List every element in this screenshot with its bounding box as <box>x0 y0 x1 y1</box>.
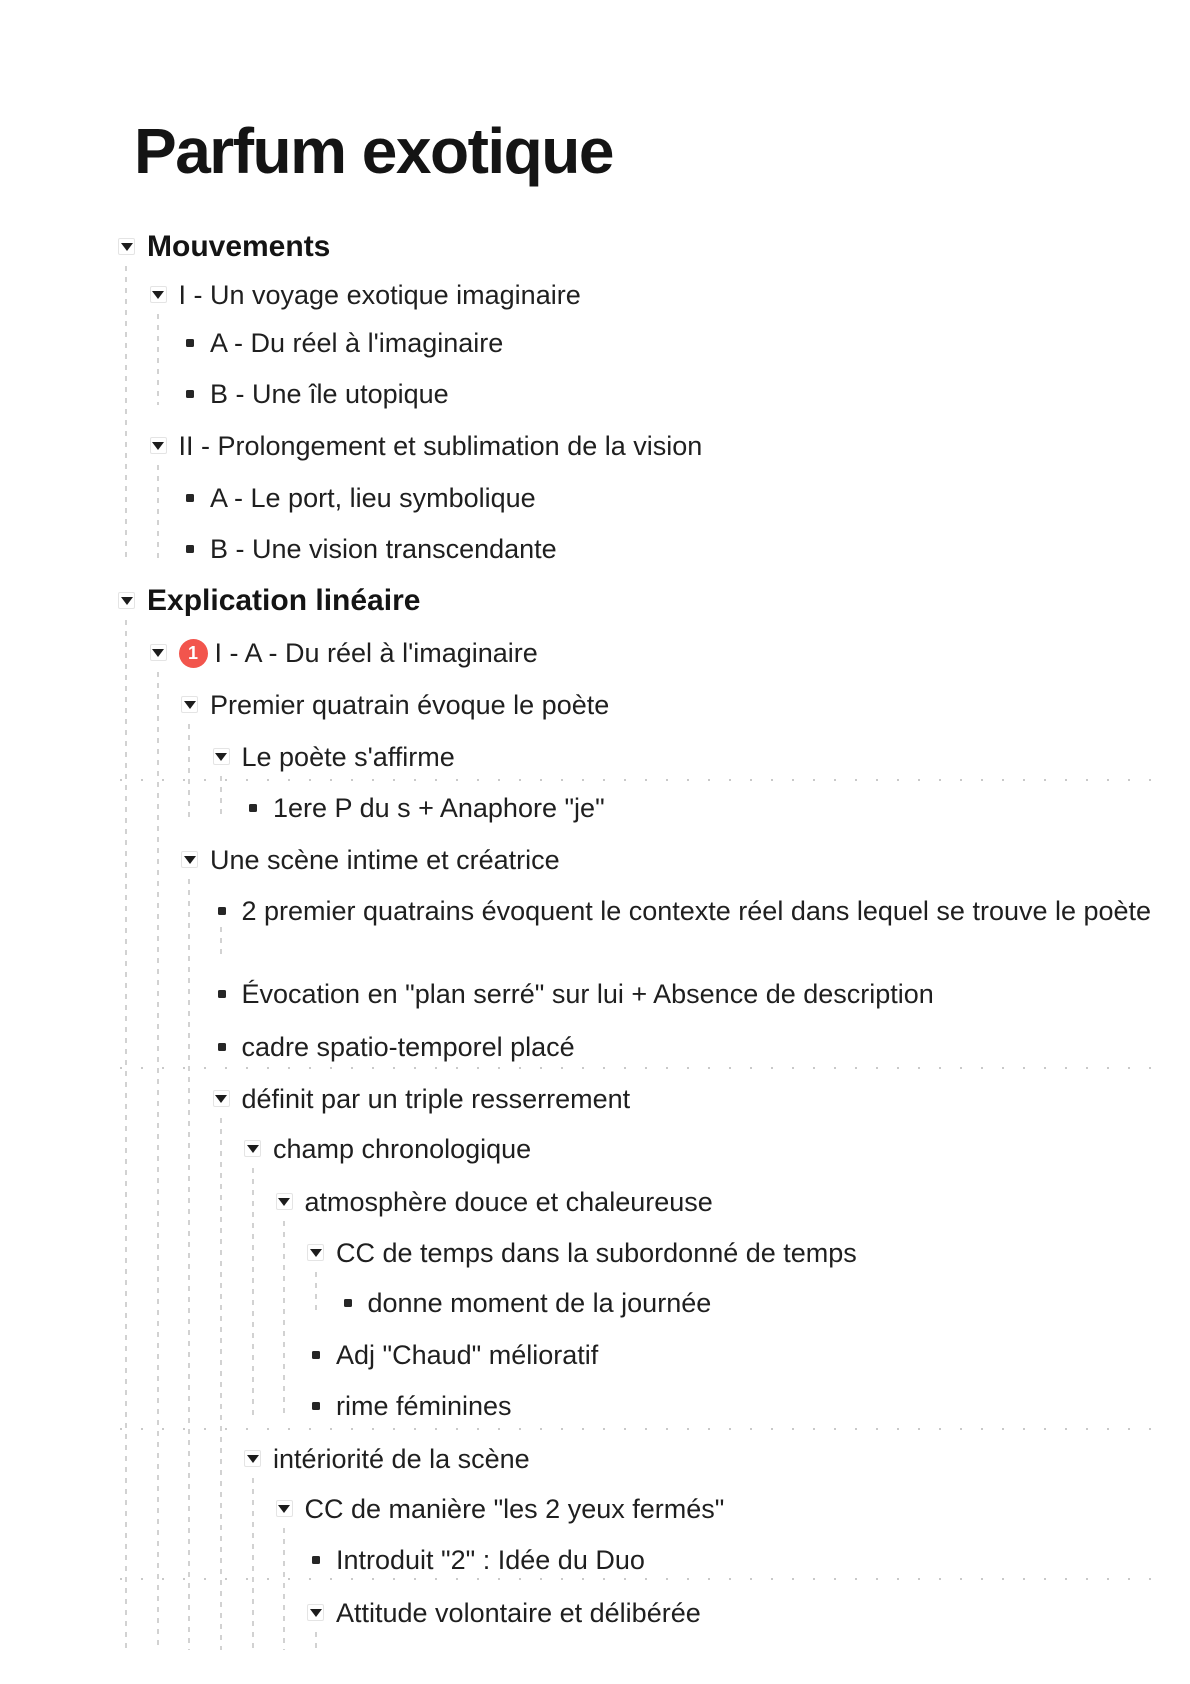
bullet-icon[interactable] <box>218 907 226 915</box>
triangle-down-icon <box>278 1505 290 1513</box>
outline-row-text[interactable]: CC de temps dans la subordonné de temps <box>336 1237 857 1268</box>
triangle-down-icon <box>184 856 196 864</box>
triangle-down-icon <box>310 1609 322 1617</box>
outline-row-text[interactable]: Explication linéaire <box>147 584 421 617</box>
collapse-toggle-icon[interactable] <box>181 696 198 713</box>
outline-row[interactable] <box>0 844 1190 877</box>
collapse-toggle-icon[interactable] <box>118 238 135 255</box>
bullet-icon[interactable] <box>186 494 194 502</box>
bullet-icon[interactable] <box>186 545 194 553</box>
collapse-toggle-icon[interactable] <box>213 1090 230 1107</box>
triangle-down-icon <box>121 597 133 605</box>
outline-row[interactable] <box>0 978 1190 1011</box>
outline-row[interactable] <box>0 378 1190 411</box>
outline-row[interactable] <box>0 1186 1190 1219</box>
outline-row[interactable] <box>0 1339 1190 1372</box>
outline-row[interactable] <box>0 1544 1190 1577</box>
outline-row-text[interactable]: Attitude volontaire et délibérée <box>336 1597 701 1628</box>
outline-row[interactable] <box>0 327 1190 360</box>
bullet-icon[interactable] <box>344 1299 352 1307</box>
triangle-down-icon <box>121 243 133 251</box>
indent-guide <box>315 1632 317 1650</box>
bullet-icon[interactable] <box>186 339 194 347</box>
outline-row-text[interactable]: A - Le port, lieu symbolique <box>210 482 536 513</box>
outline-row-text[interactable]: Premier quatrain évoque le poète <box>210 689 610 720</box>
outline-row[interactable] <box>0 1390 1190 1423</box>
outline-row[interactable] <box>0 895 1190 928</box>
collapse-toggle-icon[interactable] <box>307 1244 324 1261</box>
triangle-down-icon <box>310 1249 322 1257</box>
bullet-icon[interactable] <box>249 804 257 812</box>
outline-row[interactable] <box>0 533 1190 566</box>
outline-heading-row[interactable] <box>0 583 1190 619</box>
outline-heading-row[interactable] <box>0 229 1190 265</box>
outline-row-text[interactable]: Adj "Chaud" mélioratif <box>336 1339 599 1370</box>
outline-row[interactable] <box>0 1287 1190 1320</box>
outline-row[interactable] <box>0 1083 1190 1116</box>
outline-row[interactable] <box>0 279 1190 312</box>
bullet-icon[interactable] <box>186 390 194 398</box>
triangle-down-icon <box>247 1455 259 1463</box>
collapse-toggle-icon[interactable] <box>118 592 135 609</box>
outline-row[interactable] <box>0 1237 1190 1270</box>
triangle-down-icon <box>247 1145 259 1153</box>
outline-row-text[interactable]: cadre spatio-temporel placé <box>241 1031 575 1062</box>
outline-row[interactable] <box>0 1031 1190 1064</box>
outline-row[interactable] <box>0 1443 1190 1476</box>
outline-row-text[interactable]: I - Un voyage exotique imaginaire <box>178 279 581 310</box>
outline-row-text[interactable]: Une scène intime et créatrice <box>210 844 560 875</box>
bullet-icon[interactable] <box>312 1556 320 1564</box>
outline-row-text[interactable]: atmosphère douce et chaleureuse <box>304 1186 713 1217</box>
drop-line-separator <box>120 1428 1166 1430</box>
outline-row-text[interactable]: A - Du réel à l'imaginaire <box>210 327 504 358</box>
collapse-toggle-icon[interactable] <box>150 644 167 661</box>
number-badge[interactable]: 1 <box>179 639 208 668</box>
outline-row-text[interactable]: Le poète s'affirme <box>241 741 455 772</box>
outline-row-text[interactable]: B - Une île utopique <box>210 378 449 409</box>
outline-row-text[interactable]: CC de manière "les 2 yeux fermés" <box>304 1493 725 1524</box>
outline-row[interactable] <box>0 1493 1190 1526</box>
drop-line-separator <box>120 1067 1166 1069</box>
bullet-icon[interactable] <box>218 990 226 998</box>
collapse-toggle-icon[interactable] <box>244 1450 261 1467</box>
triangle-down-icon <box>278 1198 290 1206</box>
collapse-toggle-icon[interactable] <box>150 286 167 303</box>
outline-row-text[interactable]: 1ere P du s + Anaphore "je" <box>273 792 605 823</box>
triangle-down-icon <box>184 701 196 709</box>
outline-row[interactable] <box>0 1597 1190 1630</box>
collapse-toggle-icon[interactable] <box>150 437 167 454</box>
collapse-toggle-icon[interactable] <box>307 1604 324 1621</box>
outline-row-text[interactable]: Introduit "2" : Idée du Duo <box>336 1544 645 1575</box>
collapse-toggle-icon[interactable] <box>276 1193 293 1210</box>
outline-row-text[interactable]: Évocation en "plan serré" sur lui + Absence de description <box>241 978 934 1009</box>
collapse-toggle-icon[interactable] <box>276 1500 293 1517</box>
outline-row[interactable] <box>0 430 1190 463</box>
triangle-down-icon <box>215 1095 227 1103</box>
outline-row-text[interactable]: I - A - Du réel à l'imaginaire <box>214 637 538 668</box>
indent-guide <box>220 927 222 956</box>
collapse-toggle-icon[interactable] <box>213 748 230 765</box>
outline-row-text[interactable]: 2 premier quatrains évoquent le contexte réel dans lequel se trouve le poète <box>241 895 1152 926</box>
bullet-icon[interactable] <box>218 1043 226 1051</box>
outline-row-text[interactable]: champ chronologique <box>273 1133 532 1164</box>
triangle-down-icon <box>152 442 164 450</box>
outline-row[interactable] <box>0 1133 1190 1166</box>
outline-row[interactable] <box>0 741 1190 774</box>
outline-row-text[interactable]: intériorité de la scène <box>273 1443 530 1474</box>
document-title: Parfum exotique <box>134 115 613 187</box>
collapse-toggle-icon[interactable] <box>181 851 198 868</box>
drop-line-separator <box>120 779 1166 781</box>
triangle-down-icon <box>152 649 164 657</box>
triangle-down-icon <box>215 753 227 761</box>
triangle-down-icon <box>152 291 164 299</box>
outline-row[interactable] <box>0 637 1190 670</box>
outline-row-text[interactable]: B - Une vision transcendante <box>210 533 557 564</box>
bullet-icon[interactable] <box>312 1402 320 1410</box>
bullet-icon[interactable] <box>312 1351 320 1359</box>
outline-row[interactable] <box>0 689 1190 722</box>
outline-row-text[interactable]: Mouvements <box>147 230 331 263</box>
outline-row[interactable] <box>0 482 1190 515</box>
outline-row[interactable] <box>0 792 1190 825</box>
collapse-toggle-icon[interactable] <box>244 1140 261 1157</box>
drop-line-separator <box>120 1578 1166 1580</box>
outline-row-text[interactable]: II - Prolongement et sublimation de la vision <box>178 430 703 461</box>
outline-row-text[interactable]: rime féminines <box>336 1390 512 1421</box>
outline-row-text[interactable]: donne moment de la journée <box>367 1287 712 1318</box>
outline-row-text[interactable]: définit par un triple resserrement <box>241 1083 631 1114</box>
